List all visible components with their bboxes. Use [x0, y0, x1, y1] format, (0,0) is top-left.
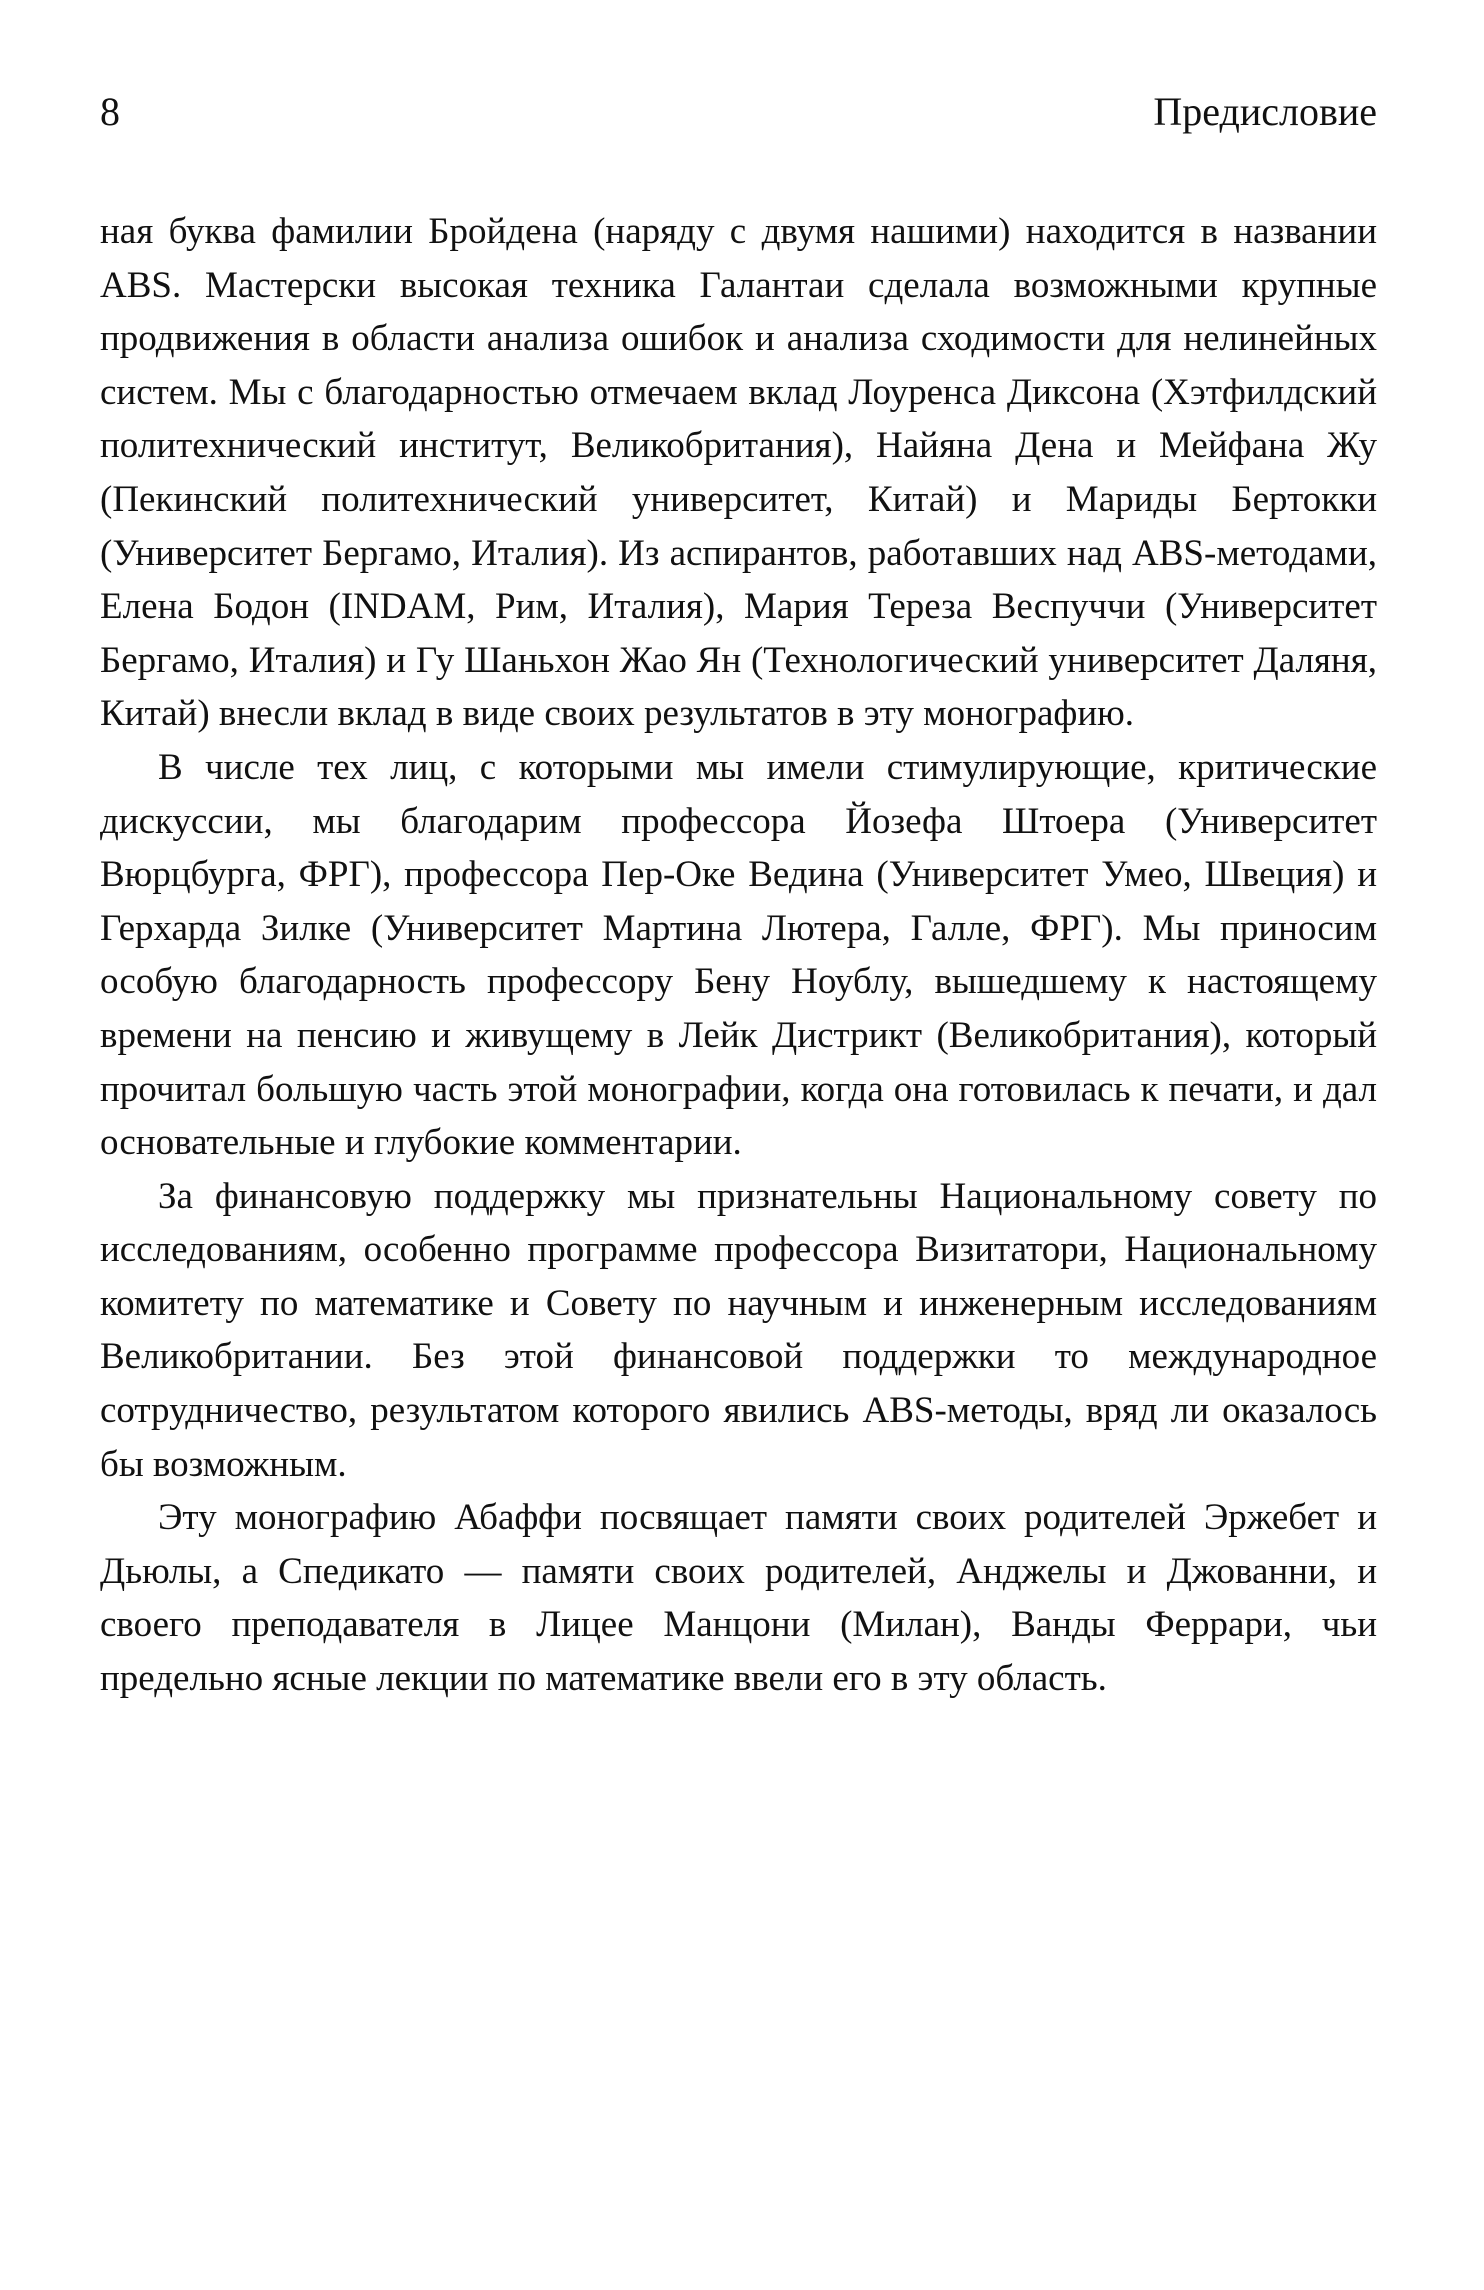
page-header — [100, 88, 1377, 148]
body-text — [100, 205, 1377, 1706]
paragraph-4: Эту монографию Абаффи посвящает памяти своих родителей Эржебет и Дьюлы, а Спедикато — памяти своих родителей, Анджелы и Джованни, и своего преподавателя в Лицее Манцони (Милан), Ванды Феррари, чьи предельно ясные лекции по математике ввели его в эту область. — [100, 1497, 1377, 1700]
paragraph-1: ная буква фамилии Бройдена (наряду с двумя нашими) находится в названии ABS. Мастерски высокая техника Галантаи сделала возможными крупные продвижения в области анализа ошибок и анализа сходимости для нелинейных систем. Мы с благодарностью отмечаем вклад Лоуренса Диксона (Хэтфилдский политехнический институт, Великобритания), Найяна Дена и Мейфана Жу (Пекинский политехнический университет, Китай) и Мариды Бертокки (Университет Бергамо, Италия). Из аспирантов, работавших над ABS-методами, Елена Бодон (INDAM, Рим, Италия), Мария Тереза Веспуччи (Университет Бергамо, Италия) и Гу Шаньхон Жао Ян (Технологический университет Даляня, Китай) внесли вклад в виде своих результатов в эту монографию. — [100, 211, 1377, 735]
paragraph-2: В числе тех лиц, с которыми мы имели стимулирующие, критические дискуссии, мы благодарим профессора Йозефа Штоера (Университет Вюрцбурга, ФРГ), профессора Пер-Оке Ведина (Университет Умео, Швеция) и Герхарда Зилке (Университет Мартина Лютера, Галле, ФРГ). Мы приносим особую благодарность профессору Бену Ноублу, вышедшему к настоящему времени на пенсию и живущему в Лейк Дистрикт (Великобритания), который прочитал большую часть этой монографии, когда она готовилась к печати, и дал основательные и глубокие комментарии. — [100, 746, 1377, 1164]
paragraph-3: За финансовую поддержку мы признательны Национальному совету по исследованиям, особенно программе профессора Визитатори, Национальному комитету по математике и Совету по научным и инженерным исследованиям Великобритании. Без этой финансовой поддержки то международное сотрудничество, результатом которого явились ABS-методы, вряд ли оказалось бы возможным. — [100, 1175, 1377, 1485]
page-number: 8 — [100, 89, 120, 134]
running-title: Предисловие — [1153, 89, 1377, 134]
